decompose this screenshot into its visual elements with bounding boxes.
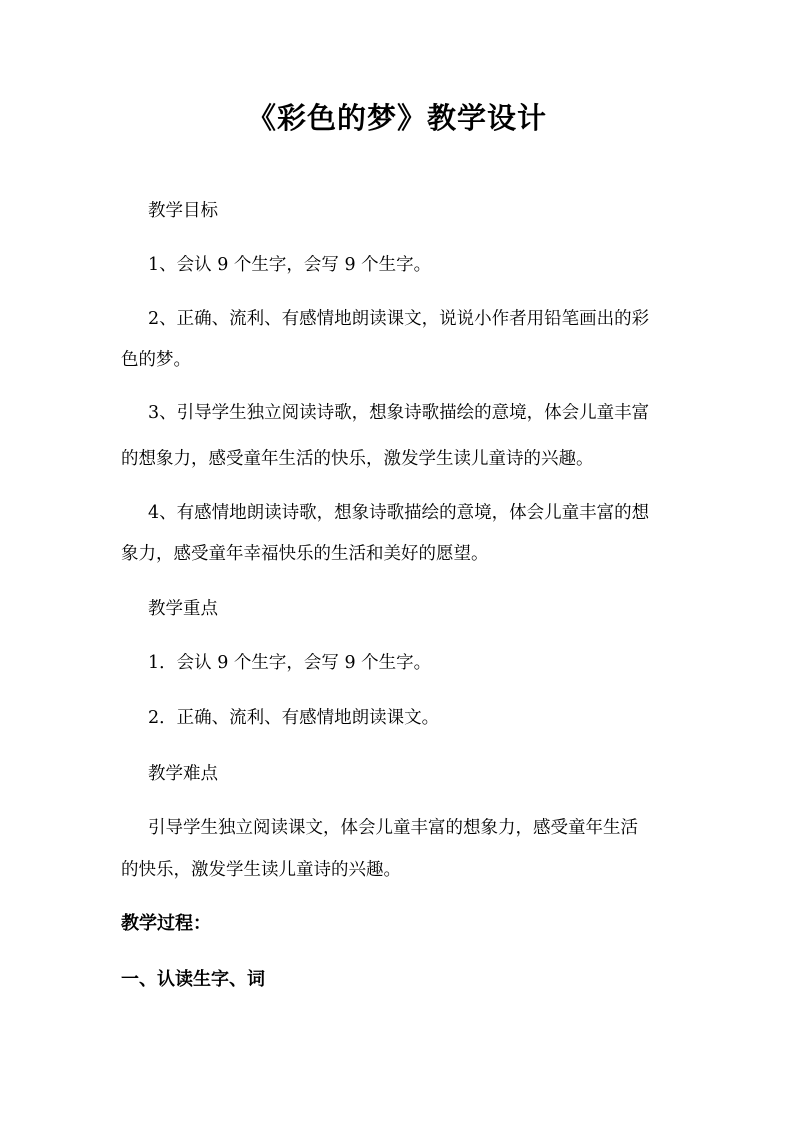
section-1-heading: 一、认读生字、词	[121, 969, 265, 990]
objective-item-2-line-2: 色的梦。	[121, 350, 191, 370]
difficulty-line-2: 的快乐，激发学生读儿童诗的兴趣。	[121, 860, 401, 880]
objective-item-4-line-1: 4、有感情地朗读诗歌，想象诗歌描绘的意境，体会儿童丰富的想	[148, 503, 650, 523]
process-heading: 教学过程：	[121, 913, 211, 934]
objective-item-1: 1、会认 9 个生字，会写 9 个生字。	[148, 255, 432, 275]
difficulty-line-1: 引导学生独立阅读课文，体会儿童丰富的想象力，感受童年生活	[148, 818, 638, 838]
objective-item-3-line-2: 的想象力，感受童年生活的快乐，激发学生读儿童诗的兴趣。	[121, 449, 594, 469]
key-points-heading: 教学重点	[148, 599, 218, 619]
difficulties-heading: 教学难点	[148, 764, 218, 784]
objective-item-2-line-1: 2、正确、流利、有感情地朗读课文，说说小作者用铅笔画出的彩	[148, 309, 650, 329]
objective-item-4-line-2: 象力，感受童年幸福快乐的生活和美好的愿望。	[121, 544, 489, 564]
objectives-heading: 教学目标	[148, 201, 218, 221]
objective-item-3-line-1: 3、引导学生独立阅读诗歌，想象诗歌描绘的意境，体会儿童丰富	[148, 403, 650, 423]
key-point-item-2: 2．正确、流利、有感情地朗读课文。	[148, 708, 440, 728]
document-title: 《彩色的梦》教学设计	[246, 101, 547, 135]
key-point-item-1: 1．会认 9 个生字，会写 9 个生字。	[148, 653, 432, 673]
